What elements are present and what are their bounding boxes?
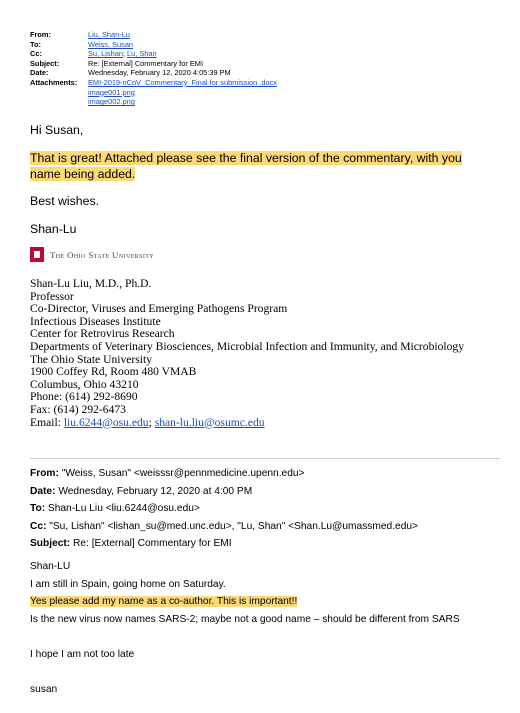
greeting: Hi Susan, [30, 123, 84, 137]
quoted-to-row [30, 500, 418, 518]
quote-divider [30, 458, 500, 459]
quoted-date-label: Date: [30, 485, 56, 497]
quoted-from-label: From: [30, 468, 59, 479]
highlighted-message [30, 150, 500, 182]
header-attachments-row [30, 78, 277, 107]
quoted-subject-row [30, 535, 418, 553]
signature-line: Departments of Veterinary Biosciences, Microbial Infection and Immunity, and Microbiology [30, 339, 465, 353]
sender-name: Shan-Lu [30, 222, 77, 236]
highlight-line-2: name being added. [30, 167, 136, 181]
to-label: To: [30, 39, 41, 49]
attachment-link[interactable]: image001.png [88, 87, 135, 97]
quoted-subject-value: Re: [External] Commentary for EMI [70, 538, 232, 549]
quoted-date-row [30, 483, 418, 501]
cc-link-1[interactable]: Su, Lishan [88, 49, 123, 59]
quoted-date-value: Wednesday, February 12, 2020 at 4:00 PM [55, 485, 253, 497]
header-from-row [30, 30, 277, 40]
original-salutation: Shan-LU [30, 561, 71, 572]
attachments-label: Attachments: [30, 77, 78, 87]
signature-line: Center for Retrovirus Research [30, 327, 175, 341]
header-subject-row [30, 59, 277, 69]
header-cc-row [30, 49, 277, 59]
original-highlight-line: Yes please add my name as a co-author. This is important!! [30, 596, 298, 608]
email-link-1[interactable]: liu.6244@osu.edu [63, 415, 149, 429]
cc-link-2[interactable]: Lu, Shan [127, 49, 157, 59]
attachment-link[interactable]: EMI-2019-nCoV_Commentary_Final for submission .docx [88, 77, 277, 87]
from-link[interactable]: Liu, Shan-Lu [88, 30, 130, 39]
from-label: From: [30, 30, 51, 39]
highlight-line-1: That is great! Attached please see the final version of the commentary, with you [30, 151, 462, 165]
quoted-from-value: "Weiss, Susan" <weisssr@pennmedicine.upenn.edu> [58, 468, 305, 479]
cc-label: Cc: [30, 49, 42, 59]
signature-line: 1900 Coffey Rd, Room 480 VMAB [30, 365, 197, 379]
to-link[interactable]: Weiss, Susan [88, 39, 134, 49]
date-label: Date: [30, 68, 49, 78]
signature-line: Co-Director, Viruses and Emerging Pathogens Program [30, 302, 288, 316]
original-message [30, 558, 460, 699]
osu-block-o-icon [30, 247, 44, 262]
subject-label: Subject: [30, 58, 60, 68]
signature-line: Fax: (614) 292-6473 [30, 402, 126, 416]
quoted-cc-value: "Su, Lishan" <lishan_su@med.unc.edu>, "Lu, Shan" <Shan.Lu@umassmed.edu> [46, 520, 418, 532]
email-link-2[interactable]: shan-lu.liu@osumc.edu [154, 415, 265, 429]
osu-logo-text: The Ohio State University [50, 249, 155, 260]
quoted-cc-row [30, 518, 418, 536]
signature-email-line [30, 417, 464, 430]
original-signoff: susan [30, 684, 58, 696]
signature-line: Phone: (614) 292-8690 [30, 390, 138, 404]
signature-line: Professor [30, 289, 74, 303]
header-to-row [30, 40, 277, 50]
signature-line: The Ohio State University [30, 352, 153, 366]
signature-block [30, 278, 464, 429]
closing: Best wishes. [30, 194, 100, 208]
osu-logo [30, 247, 154, 262]
original-line: Is the new virus now names SARS-2; maybe not a good name – should be different from SARS [30, 613, 460, 625]
original-line: I am still in Spain, going home on Saturday. [30, 578, 226, 590]
email-label: Email: [30, 415, 64, 429]
quoted-cc-label: Cc: [30, 520, 47, 532]
quoted-from-row [30, 465, 418, 483]
email-separator: ; [148, 415, 155, 429]
signature-line: Infectious Diseases Institute [30, 314, 161, 328]
subject-value: Re: [External] Commentary for EMI [88, 58, 203, 68]
quoted-header [30, 465, 418, 553]
header-date-row [30, 68, 277, 78]
quoted-to-label: To: [30, 503, 46, 514]
cc-separator: ; [122, 49, 128, 59]
quoted-subject-label: Subject: [30, 538, 71, 549]
reply-body [30, 122, 500, 237]
date-value: Wednesday, February 12, 2020 4:05:39 PM [88, 68, 231, 78]
email-header [30, 30, 277, 107]
quoted-to-value: Shan-Lu Liu <liu.6244@osu.edu> [45, 503, 200, 514]
attachment-link[interactable]: image002.png [88, 97, 135, 107]
signature-line: Columbus, Ohio 43210 [30, 377, 139, 391]
original-line: I hope I am not too late [30, 648, 135, 660]
signature-line: Shan-Lu Liu, M.D., Ph.D. [30, 277, 152, 290]
